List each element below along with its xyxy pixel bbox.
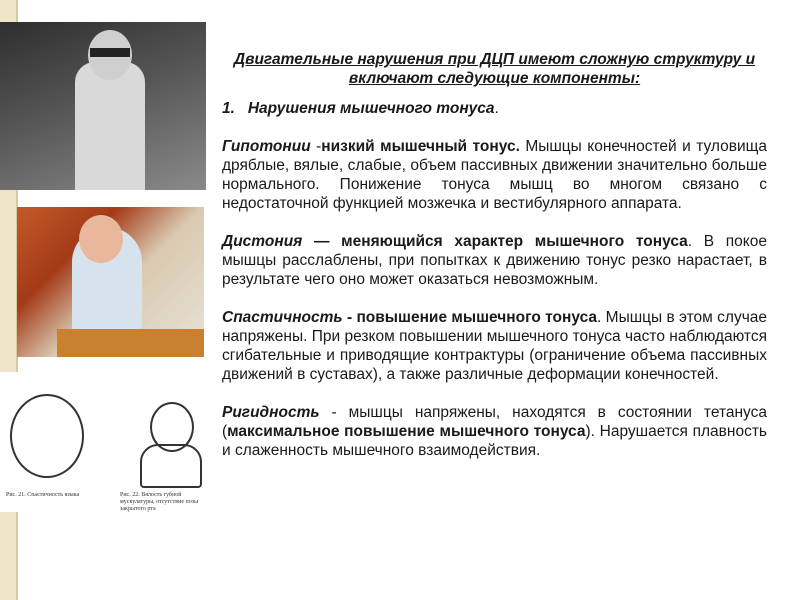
list-item-tail: .	[494, 100, 499, 117]
list-item-text: Нарушения мышечного тонуса	[247, 100, 495, 117]
term-spasticity: Спастичность	[222, 309, 343, 326]
paragraph-rigidity	[222, 403, 767, 460]
sep-hypotonia: -	[310, 138, 322, 155]
sketch-child-sitting	[140, 444, 202, 488]
list-item-1	[222, 99, 767, 118]
lead-rigidity: максимальное повышение мышечного тонуса	[227, 423, 586, 440]
text1-rigidity: - мышцы напряжены, находятся в состоянии тетануса (	[222, 404, 767, 440]
text-dystonia: . В покое мышцы расслаблены, при попытках к движению тонус резко нарастает, в результате чего оно может оказаться невозможным.	[222, 233, 767, 288]
figure-caption-22: Рис. 22. Вялость губной мускулатуры, отсутствие позы закрытого рта	[120, 492, 199, 512]
term-dystonia: Дистония	[222, 233, 303, 250]
term-rigidity: Ригидность	[222, 404, 320, 421]
paragraph-spasticity	[222, 308, 767, 384]
photo-child-body	[75, 62, 145, 190]
lead-hypotonia: низкий мышечный тонус.	[321, 138, 520, 155]
sep-spasticity: -	[342, 309, 357, 326]
text-hypotonia: Мышцы конечностей и туловища дряблые, вялые, слабые, объем пассивных движении значительно больше нормального. Понижение тонуса мышц во многом связано с недостаточной функцией мозжечка и вестибулярного аппарата.	[222, 138, 767, 212]
photo-child-spasticity	[0, 22, 206, 190]
slide-text	[222, 50, 767, 479]
sketch-child-face-tongue	[10, 394, 84, 478]
paragraph-hypotonia	[222, 137, 767, 213]
slide-heading: Двигательные нарушения при ДЦП имеют сложную структуру и включают следующие компоненты:	[233, 51, 756, 87]
paragraph-dystonia	[222, 232, 767, 289]
figure-caption-21: Рис. 21. Спастичность языка	[6, 492, 80, 498]
term-hypotonia: Гипотонии	[222, 138, 311, 155]
photo-eye-censor-bar	[90, 48, 130, 57]
text-spasticity: . Мышцы в этом случае напряжены. При резком повышении мышечного тонуса часто наблюдаются сгибательные и приводящие контрактуры (ограничение объема пассивных движений в суставах), а также различные деформации конечностей.	[222, 309, 768, 383]
lead-dystonia: — меняющийся характер мышечного тонуса	[302, 233, 688, 250]
photo-girl-head	[79, 215, 123, 263]
sketch-illustrations	[0, 372, 206, 512]
text2-rigidity: ). Нарушается плавность и слаженность мышечного взаимодействия.	[222, 423, 767, 459]
lead-spasticity: повышение мышечного тонуса	[356, 309, 598, 326]
photo-table	[57, 329, 204, 357]
list-number: 1.	[222, 100, 235, 117]
photo-girl-dystonia	[17, 207, 204, 357]
